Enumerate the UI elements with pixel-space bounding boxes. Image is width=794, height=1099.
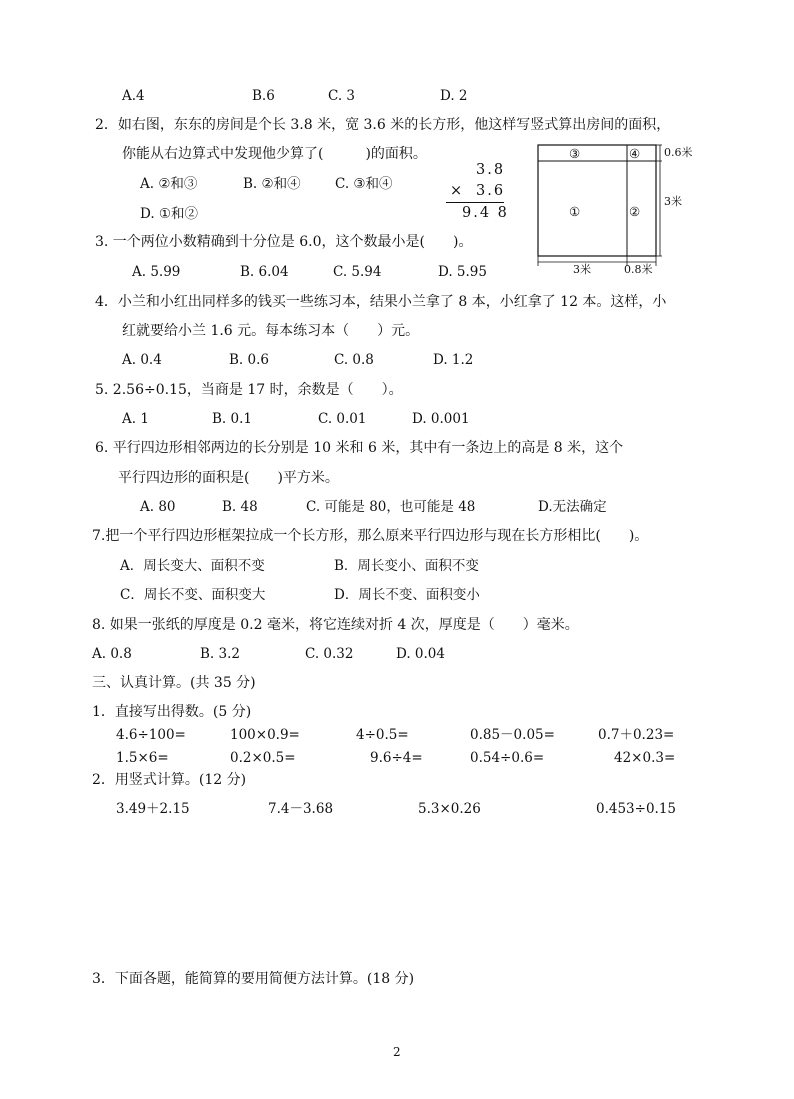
vertical-calc-2: 7.4－3.68 [268,801,334,817]
q2-option-d: D. ①和② [140,206,199,222]
q2-option-c: C. ③和④ [335,176,393,192]
q8-line1: 8. 如果一张纸的厚度是 0.2 毫米，将它连续对折 4 次，厚度是（ ）毫米。 [92,617,579,633]
vertical-calc-1: 3.49＋2.15 [116,801,190,817]
region-1-label: ① [569,204,581,219]
vertical-top-number: 3.8 [476,162,506,178]
q4-line2: 红就要给小兰 1.6 元。每本练习本（ ）元。 [122,323,420,339]
q3-option-b: B. 6.04 [240,264,289,280]
calc-r1-c1: 4.6÷100= [116,727,186,743]
calc-r2-c2: 0.2×0.5= [230,750,296,766]
calc-r1-c2: 100×0.9= [230,727,300,743]
q5-option-a: A. 1 [122,411,149,427]
vertical-calc-4: 0.453÷0.15 [596,801,677,817]
room-diagram [530,140,710,280]
q6-option-a: A. 80 [140,499,176,515]
calc-r2-c1: 1.5×6= [116,750,169,766]
label-3m-bottom: 3米 [573,263,591,276]
q3-option-a: A. 5.99 [132,264,181,280]
q6-line1: 6. 平行四边形相邻两边的长分别是 10 米和 6 米，其中有一条边上的高是 8 米，这个 [95,440,624,456]
calc-r1-c4: 0.85－0.05= [470,727,555,743]
region-3-label: ③ [569,146,581,161]
q7-option-c: C．周长不变、面积变大 [120,587,266,603]
calc-r2-c3: 9.6÷4= [370,750,423,766]
q2-option-a: A. ②和③ [140,176,198,192]
section3-part3-title: 3．下面各题，能简算的要用简便方法计算。(18 分) [92,971,415,987]
q6-line2: 平行四边形的面积是( )平方米。 [118,470,339,486]
prev-option-a: A.4 [122,88,145,104]
calc-r1-c5: 0.7＋0.23= [598,727,675,743]
q7-line1: 7.把一个平行四边形框架拉成一个长方形，那么原来平行四边形与现在长方形相比( )。 [92,528,649,544]
q3-option-d: D. 5.95 [438,264,487,280]
q4-option-d: D. 1.2 [433,352,474,368]
q2-line2: 你能从右边算式中发现他少算了( )的面积。 [122,146,427,162]
vertical-bottom-number: 3.6 [476,183,506,199]
vertical-calc-3: 5.3×0.26 [418,801,481,817]
q8-option-b: B. 3.2 [200,646,240,662]
page-number: 2 [393,1045,401,1059]
q2-option-b: B. ②和④ [243,176,301,192]
vertical-result: 9.4 8 [462,205,509,221]
section3-heading: 三、认真计算。(共 35 分) [92,675,256,691]
prev-option-d: D. 2 [440,88,468,104]
label-08m: 0.8米 [624,263,653,276]
q5-option-d: D. 0.001 [412,411,470,427]
q7-option-a: A．周长变大、面积不变 [120,558,265,574]
q3-option-c: C. 5.94 [333,264,382,280]
vertical-calc-line [446,202,504,203]
prev-option-b: B.6 [252,88,275,104]
calc-r2-c4: 0.54÷0.6= [470,750,545,766]
q8-option-c: C. 0.32 [305,646,354,662]
label-06m: 0.6米 [664,146,693,159]
q5-line1: 5. 2.56÷0.15，当商是 17 时，余数是（ ）。 [95,382,403,398]
prev-option-c: C. 3 [328,88,356,104]
q8-option-d: D. 0.04 [396,646,445,662]
q5-option-b: B. 0.1 [212,411,252,427]
q4-option-b: B. 0.6 [229,352,269,368]
q4-line1: 4．小兰和小红出同样多的钱买一些练习本，结果小兰拿了 8 本，小红拿了 12 本。这样，小 [95,294,667,310]
q4-option-a: A. 0.4 [122,352,162,368]
q6-option-b: B. 48 [222,499,258,515]
q2-line1: 2．如右图，东东的房间是个长 3.8 米，宽 3.6 米的长方形，他这样写竖式算出房间的面积， [95,117,671,133]
q7-option-d: D．周长不变、面积变小 [334,587,480,603]
q7-option-b: B．周长变小、面积不变 [334,558,479,574]
q5-option-c: C. 0.01 [318,411,367,427]
calc-r2-c5: 42×0.3= [614,750,676,766]
section3-part1-title: 1．直接写出得数。(5 分) [92,704,252,720]
q6-option-c: C. 可能是 80，也可能是 48 [306,499,476,515]
q6-option-d: D.无法确定 [538,499,607,515]
multiply-sign: × [450,183,465,199]
label-3m-right: 3米 [664,195,682,208]
section3-part2-title: 2．用竖式计算。(12 分) [92,772,247,788]
calc-r1-c3: 4÷0.5= [356,727,409,743]
region-4-label: ④ [629,146,641,161]
q3-line1: 3. 一个两位小数精确到十分位是 6.0，这个数最小是( )。 [95,234,473,250]
q4-option-c: C. 0.8 [334,352,374,368]
q8-option-a: A. 0.8 [92,646,132,662]
region-2-label: ② [629,204,641,219]
